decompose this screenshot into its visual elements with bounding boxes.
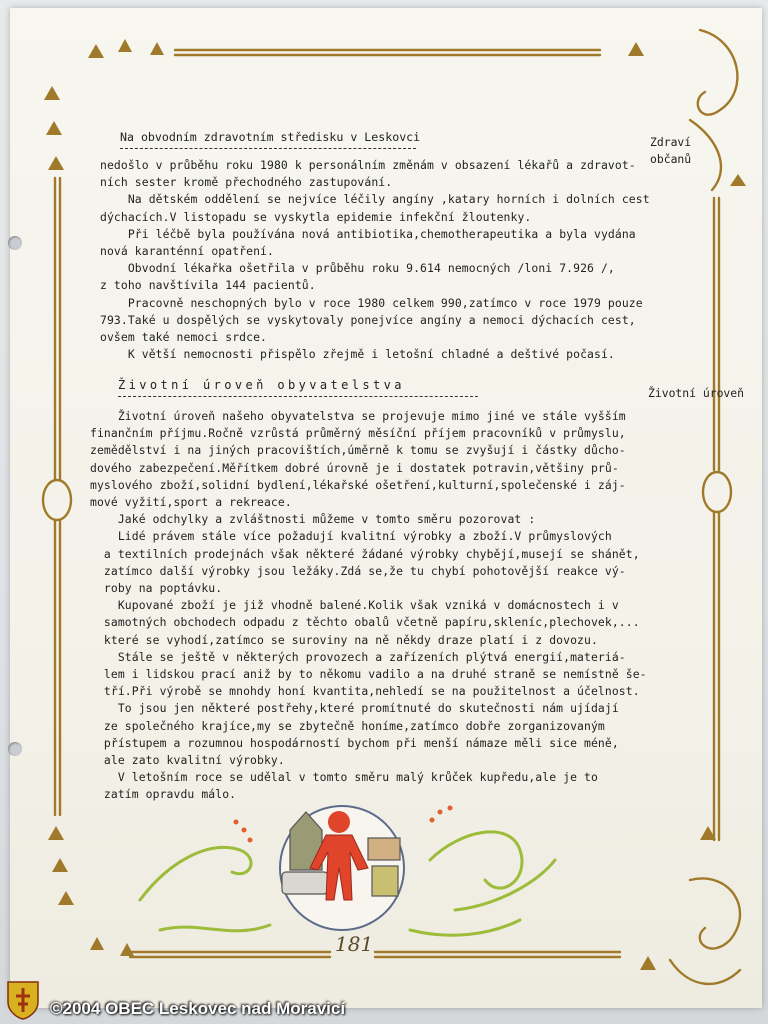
section-heading-health: Na obvodním zdravotním středisku v Leskovci xyxy=(120,130,421,144)
section-body-living-standard xyxy=(90,408,647,804)
copyright-notice: ©2004 OBEC Leskovec nad Moravicí xyxy=(50,999,346,1018)
emblem-illustration xyxy=(280,806,404,930)
text-line: které se vyhodí,zatímco se suroviny na ně někdy draze platí i z dovozu. xyxy=(90,632,598,647)
text-line: To jsou jen některé postřehy,které promítnuté do skutečnosti nám ujídají xyxy=(90,701,619,716)
text-line: ale zato kvalitní výrobky. xyxy=(90,753,285,768)
heading-underline-2 xyxy=(118,396,478,397)
text-line: 793.Také u dospělých se vyskytovaly ponejvíce angíny a nemoci dýchacích cest, xyxy=(100,312,636,327)
text-line: roby na poptávku. xyxy=(90,581,223,596)
text-line: myslového zboží,solidní bydlení,lékařské ošetření,kulturní,společenské i záj- xyxy=(90,477,626,492)
margin-note-health: Zdraví občanů xyxy=(650,135,692,166)
heading-underline xyxy=(120,148,416,149)
text-line: Kupované zboží je již vhodně balené.Kolik však vzniká v domácnostech i v xyxy=(90,598,619,613)
text-line: zemědělství i na jiných pracovištích,úměrně k tomu se zvyšují i částky důcho- xyxy=(90,443,626,458)
text-line: finančním příjmu.Ročně vzrůstá průměrný měsíční příjem pracovníků v průmyslu, xyxy=(90,426,626,441)
text-line: zatím opravdu málo. xyxy=(90,787,237,802)
car-drawing xyxy=(282,872,328,894)
text-line: Jaké odchylky a zvláštnosti můžeme v tomto směru pozorovat : xyxy=(90,512,536,527)
text-line: dýchacích.V listopadu se vyskytla epidemie infekční žloutenky. xyxy=(100,209,532,224)
text-line: z toho navštívila 144 pacientů. xyxy=(100,278,316,293)
section-body-health xyxy=(100,157,650,363)
text-line: přístupem a rozumnou hospodárností bychom při menší námaze měli sice méně, xyxy=(90,735,619,750)
text-line: zatímco další výrobky jsou ležáky.Zdá se,že tu chybí pohotovější reakce vý- xyxy=(90,563,626,578)
text-line: Stále se ještě v některých provozech a zařízeních plýtvá energií,materiá- xyxy=(90,649,626,664)
appliance-drawing xyxy=(372,866,398,896)
text-line: Lidé právem stále více požadují kvalitní výrobky a zboží.V průmyslových xyxy=(90,529,612,544)
text-line: mové vyžití,sport a rekreace. xyxy=(90,495,292,510)
text-line: K větší nemocnosti přispělo zřejmě i letošní chladné a deštivé počasí. xyxy=(100,347,615,362)
text-line: Na dětském oddělení se nejvíce léčily angíny ,katary horních i dolních cest xyxy=(100,192,650,207)
text-line: nedošlo v průběhu roku 1980 k personálním změnám v obsazení lékařů a zdravot- xyxy=(100,158,636,172)
text-line: Pracovně neschopných bylo v roce 1980 celkem 990,zatímco v roce 1979 pouze xyxy=(100,295,643,310)
text-line: ovšem také nemoci srdce. xyxy=(100,330,267,345)
text-line: Životní úroveň našeho obyvatelstva se projevuje mimo jiné ve stále vyšším xyxy=(90,409,626,423)
tv-drawing xyxy=(368,838,400,860)
section-heading-living-standard: Životní úroveň obyvatelstva xyxy=(118,378,405,392)
text-line: Obvodní lékařka ošetřila v průběhu roku 9.614 nemocných /loni 7.926 /, xyxy=(100,261,615,276)
text-line: dového zabezpečení.Měřítkem dobré úrovně je i dostatek potravin,většiny prů- xyxy=(90,460,619,475)
right-knot-ornament xyxy=(703,472,731,512)
text-line: tří.Při výrobě se mnohdy honí kvantita,nehledí se na použitelnost a účelnost. xyxy=(90,684,640,699)
text-line: samotných obchodech odpadu z těchto obalů včetně papíru,skleníc,plechovek,... xyxy=(90,615,640,630)
text-line: nová karanténní opatření. xyxy=(100,244,274,259)
margin-note-living-standard: Životní úroveň xyxy=(648,386,745,400)
text-line: ze společného krajíce,my se zbytečně honíme,zatímco dobře zorganizovaným xyxy=(90,718,605,733)
village-crest-icon xyxy=(6,980,40,1020)
text-line: ních sester kromě přechodného zastupování. xyxy=(100,175,393,190)
text-line: Při léčbě byla používána nová antibiotika,chemotherapeutika a byla vydána xyxy=(100,226,636,241)
left-knot-ornament xyxy=(43,480,71,520)
text-line: lem i lidskou prací aniž by to někomu vadilo a na druhé straně se nemístně še- xyxy=(90,667,647,682)
bottom-right-scroll xyxy=(690,878,740,948)
top-right-scroll xyxy=(698,30,738,115)
text-line: a textilních prodejnách však některé žádané výrobky chybějí,musejí se shánět, xyxy=(90,546,640,561)
page-number: 181 xyxy=(335,932,374,956)
text-line: V letošním roce se udělal v tomto směru malý krůček kupředu,ale je to xyxy=(90,770,598,785)
figure-head xyxy=(328,811,350,833)
